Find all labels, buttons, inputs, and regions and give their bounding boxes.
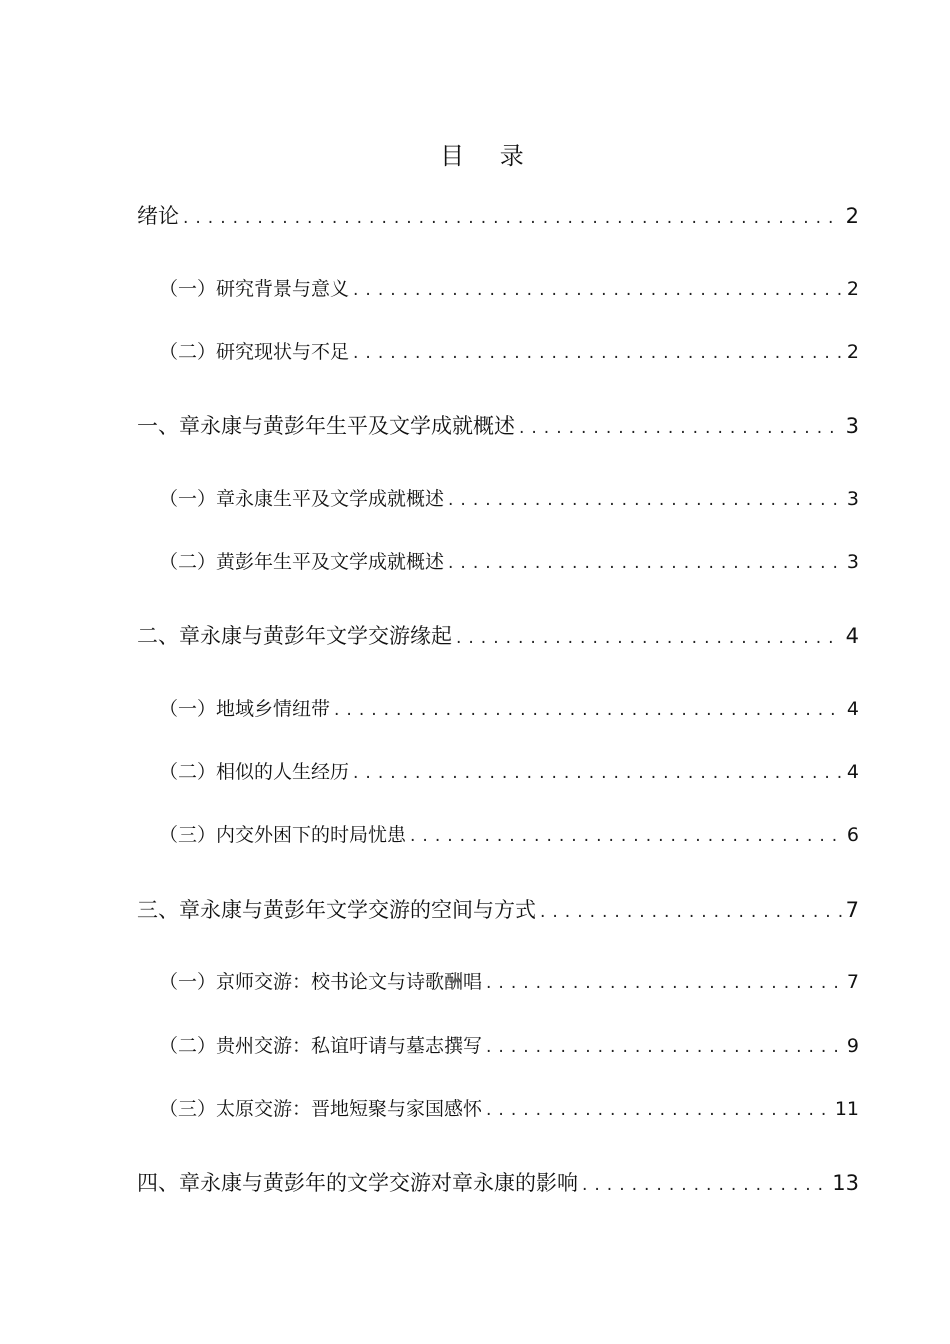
toc-entry-page: 7 xyxy=(845,898,859,922)
toc-entry-page: 2 xyxy=(846,341,859,363)
toc-entry-label: （二）相似的人生经历 xyxy=(159,761,350,783)
toc-entry-page: 4 xyxy=(846,761,859,783)
toc-entry-label: 四、章永康与黄彭年的文学交游对章永康的影响 xyxy=(137,1171,578,1195)
dot-leader xyxy=(519,418,842,438)
toc-entry-label: （一）京师交游：校书论文与诗歌酬唱 xyxy=(159,971,483,993)
toc-entry-page: 2 xyxy=(846,278,859,300)
toc-entry-page: 4 xyxy=(846,698,859,720)
toc-entry xyxy=(137,820,859,847)
toc-entry xyxy=(137,1031,859,1058)
dot-leader xyxy=(183,208,842,228)
dot-leader xyxy=(486,1100,831,1120)
dot-leader xyxy=(448,490,843,510)
toc-entry xyxy=(137,967,859,994)
toc-entry xyxy=(137,1167,859,1197)
toc-entry-label: （一）研究背景与意义 xyxy=(159,278,350,300)
toc-entry-page: 2 xyxy=(845,204,859,228)
dot-leader xyxy=(582,1175,828,1195)
dot-leader xyxy=(353,763,843,783)
toc-entry-page: 11 xyxy=(834,1098,859,1120)
toc-entry-label: 绪论 xyxy=(137,204,179,228)
toc-title: 目 录 xyxy=(440,142,538,170)
toc-entry xyxy=(137,410,859,440)
toc-entry xyxy=(137,757,859,784)
toc-entry xyxy=(137,620,859,650)
toc-entry-label: （三）内交外困下的时局忧患 xyxy=(159,824,407,846)
toc-entry xyxy=(137,484,859,511)
toc-entry-label: （一）地域乡情纽带 xyxy=(159,698,331,720)
toc-entry-page: 6 xyxy=(846,824,859,846)
dot-leader xyxy=(353,280,843,300)
toc-entry-label: 一、章永康与黄彭年生平及文学成就概述 xyxy=(137,414,515,438)
toc-entry-page: 9 xyxy=(846,1035,859,1057)
toc-entry-label: 二、章永康与黄彭年文学交游缘起 xyxy=(137,624,452,648)
dot-leader xyxy=(540,902,842,922)
dot-leader xyxy=(456,628,842,648)
dot-leader xyxy=(334,700,843,720)
toc-entry-label: （三）太原交游：晋地短聚与家国感怀 xyxy=(159,1098,483,1120)
toc-entry-page: 7 xyxy=(846,971,859,993)
toc-entry xyxy=(137,894,859,924)
dot-leader xyxy=(486,973,843,993)
toc-entry-label: （二）研究现状与不足 xyxy=(159,341,350,363)
toc-entry xyxy=(137,547,859,574)
toc-entry xyxy=(137,1094,859,1121)
toc-entry xyxy=(137,274,859,301)
toc-entry-page: 4 xyxy=(845,624,859,648)
toc-entry xyxy=(137,200,859,230)
dot-leader xyxy=(448,553,843,573)
dot-leader xyxy=(486,1037,843,1057)
toc-entry-page: 3 xyxy=(845,414,859,438)
dot-leader xyxy=(353,343,843,363)
toc-entry-label: （二）黄彭年生平及文学成就概述 xyxy=(159,551,445,573)
toc-entry-page: 3 xyxy=(846,551,859,573)
toc-entry xyxy=(137,694,859,721)
toc-entry-label: （一）章永康生平及文学成就概述 xyxy=(159,488,445,510)
dot-leader xyxy=(410,826,843,846)
toc-entry-page: 3 xyxy=(846,488,859,510)
toc-entry-label: 三、章永康与黄彭年文学交游的空间与方式 xyxy=(137,898,536,922)
toc-entry xyxy=(137,337,859,364)
toc-entry-page: 13 xyxy=(832,1171,859,1195)
toc-entry-label: （二）贵州交游：私谊吁请与墓志撰写 xyxy=(159,1035,483,1057)
